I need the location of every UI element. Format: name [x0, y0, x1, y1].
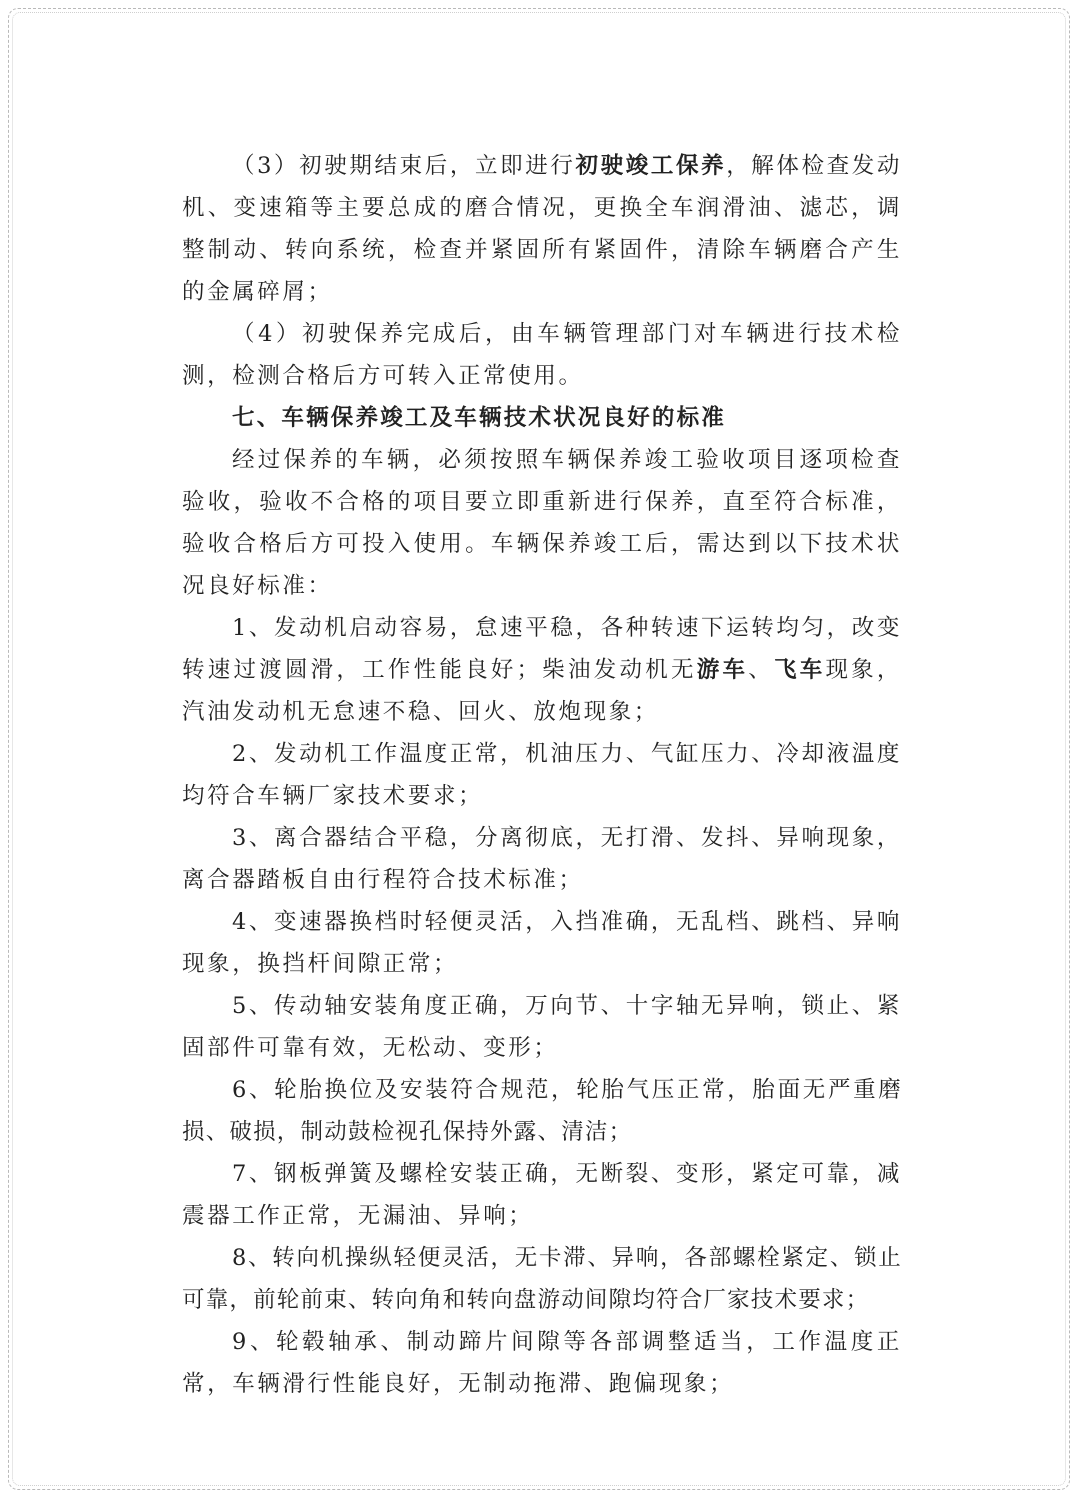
standard-item-7: 7、钢板弹簧及螺栓安装正确，无断裂、变形，紧定可靠，减震器工作正常，无漏油、异响；: [182, 1161, 902, 1229]
section-heading-7: 七、车辆保养竣工及车辆技术状况良好的标准: [232, 405, 727, 431]
item-1-bold-term-2: 飞车: [773, 657, 826, 683]
paragraph-3-text-end: ，解体检查发动机、变速箱等主要总成的磨合情况，更换全车润滑油、滤芯，调整制动、转向系统，检查并紧固所有紧固件，清除车辆磨合产生的金属碎屑；: [182, 153, 902, 305]
standard-item-8: 8、转向机操纵轻便灵活，无卡滞、异响，各部螺栓紧定、锁止可靠，前轮前束、转向角和转向盘游动间隙均符合厂家技术要求；: [182, 1245, 902, 1313]
standard-item-2: 2、发动机工作温度正常，机油压力、气缸压力、冷却液温度均符合车辆厂家技术要求；: [182, 741, 902, 809]
standard-item-6: 6、轮胎换位及安装符合规范，轮胎气压正常，胎面无严重磨损、破损，制动鼓检视孔保持外露、清洁；: [182, 1077, 902, 1145]
item-1-text-end: 现象，汽油发动机无怠速不稳、回火、放炮现象；: [182, 657, 903, 725]
paragraph-4: （4）初驶保养完成后，由车辆管理部门对车辆进行技术检测，检测合格后方可转入正常使用。: [182, 321, 902, 389]
paragraph-3: [182, 145, 902, 313]
document-body: [182, 145, 902, 1405]
standard-item-4: 4、变速器换档时轻便灵活，入挡准确，无乱档、跳档、异响现象，换挡杆间隙正常；: [182, 909, 902, 977]
standard-item-5: 5、传动轴安装角度正确，万向节、十字轴无异响，锁止、紧固部件可靠有效，无松动、变形；: [182, 993, 902, 1061]
standard-item-3: 3、离合器结合平稳，分离彻底，无打滑、发抖、异响现象，离合器踏板自由行程符合技术标准；: [182, 825, 902, 893]
item-1-bold-term-1: 游车: [696, 657, 749, 683]
paragraph-3-bold-term: 初驶竣工保养: [575, 153, 727, 179]
paragraph-3-text-start: （3）初驶期结束后，立即进行: [232, 153, 576, 179]
section-intro: 经过保养的车辆，必须按照车辆保养竣工验收项目逐项检查验收，验收不合格的项目要立即重新进行保养，直至符合标准，验收合格后方可投入使用。车辆保养竣工后，需达到以下技术状况良好标准：: [182, 447, 902, 599]
standard-item-1: [182, 607, 902, 733]
standard-item-9: 9、轮毂轴承、制动蹄片间隙等各部调整适当，工作温度正常，车辆滑行性能良好，无制动拖滞、跑偏现象；: [182, 1329, 902, 1397]
item-1-text-start: 1、发动机启动容易，怠速平稳，各种转速下运转均匀，改变转速过渡圆滑，工作性能良好；柴油发动机无: [182, 615, 902, 683]
item-1-separator: 、: [748, 657, 774, 683]
